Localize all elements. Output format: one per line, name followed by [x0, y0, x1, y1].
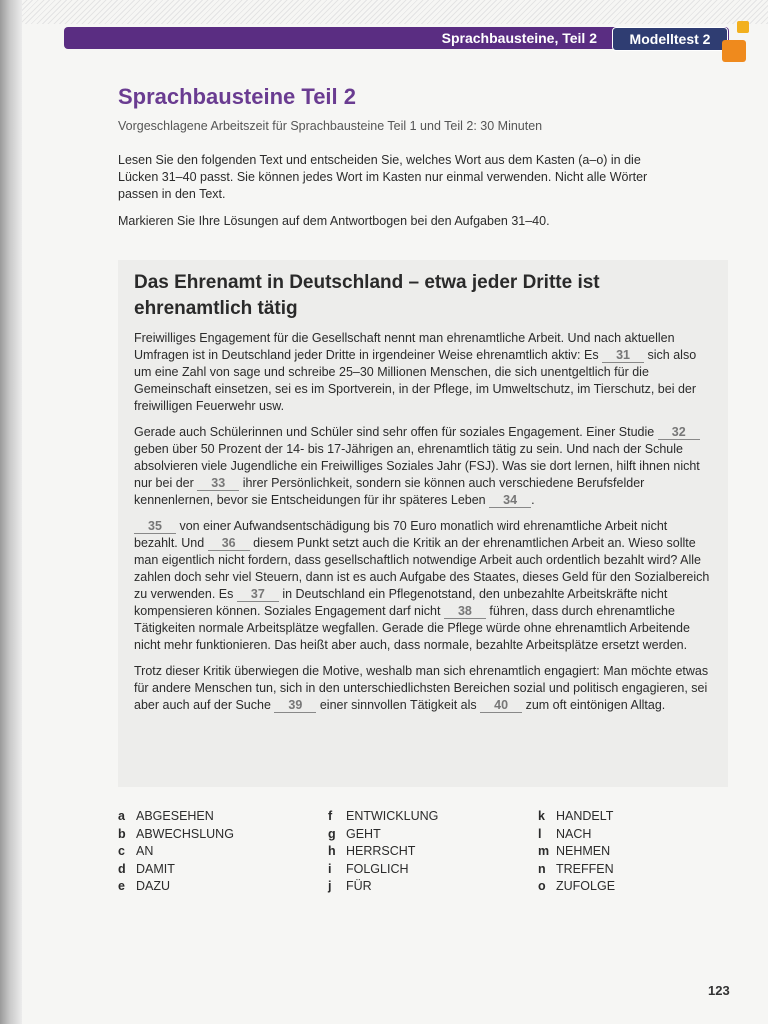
word-option-n [538, 861, 615, 879]
word-option-c [118, 843, 234, 861]
word-option-a [118, 808, 234, 826]
option-letter: a [118, 809, 125, 823]
word-option-l [538, 826, 615, 844]
instruction-1: Lesen Sie den folgenden Text und entscheiden Sie, welches Wort aus dem Kasten (a–o) in die Lücken 31–40 passt. Sie können jedes Wort im Kasten nur einmal verwenden. Nicht alle Wörter passen in den Text. [118, 153, 648, 201]
text-segment: Gerade auch Schülerinnen und Schüler sind sehr offen für soziales Engagement. Einer Studie [134, 425, 658, 439]
word-option-b [118, 826, 234, 844]
gap-36[interactable]: 36 [208, 536, 250, 551]
option-word: ENTWICKLUNG [346, 809, 439, 823]
option-letter: n [538, 861, 546, 876]
option-word: GEHT [346, 826, 381, 841]
option-word: ZUFOLGE [556, 879, 616, 893]
option-letter: e [118, 879, 125, 893]
text-segment: sich also um eine Zahl von sage und schreibe 25–30 Millionen Menschen, die sich unentgeltlich für die Gemeinschaft einsetzen, sei es im Sportverein, in der Pflege, im Umweltschutz, im Tierschutz, bei der freiwilligen Feuerwehr usw. [134, 348, 697, 413]
gap-34[interactable]: 34 [489, 493, 531, 508]
article-title: Das Ehrenamt in Deutschland – etwa jeder Dritte ist ehrenamtlich tätig [134, 272, 600, 319]
article-box [118, 260, 728, 787]
page-subtitle: Vorgeschlagene Arbeitszeit für Sprachbausteine Teil 1 und Teil 2: 30 Minuten [118, 119, 543, 133]
word-option-j [328, 878, 438, 896]
text-segment: . [531, 493, 535, 507]
text-segment: einer sinnvollen Tätigkeit als [316, 698, 481, 712]
word-option-i [328, 861, 438, 879]
text-segment: diesem Punkt setzt auch die Kritik an der ehrenamtlichen Arbeit an. Wieso sollte man eigentlich nicht fordern, dass gesellschaftlich notwendige Arbeit auch ordentlich bezahlt wird? Alle zahlen doch sehr viel Steuern, dann ist es auch Aufgabe des Staates, dieses Geld für den Sozialbereich zu verwenden. Es [134, 536, 710, 601]
option-word: ABGESEHEN [136, 809, 214, 823]
article-paragraph-1 [134, 330, 712, 415]
word-option-d [118, 861, 234, 879]
word-option-k [538, 808, 615, 826]
word-option-o [538, 878, 615, 896]
gap-40[interactable]: 40 [480, 698, 522, 713]
text-segment: geben über 50 Prozent der 14- bis 17-Jährigen an, ehrenamtlich tätig zu sein. Und nach der Schule absolvieren viele Jugendliche ein Freiwilliges Soziales Jahr (FSJ). Was sie dort lernen, hilft ihnen nicht nur bei der [134, 442, 700, 490]
test-tab-label: Modelltest 2 [612, 27, 728, 51]
gap-35[interactable]: 35 [134, 519, 176, 534]
option-letter: m [538, 844, 550, 858]
instruction-2: Markieren Sie Ihre Lösungen auf dem Antwortbogen bei den Aufgaben 31–40. [118, 214, 550, 228]
option-word: HANDELT [556, 809, 614, 823]
accent-square-yellow [737, 21, 749, 33]
option-letter: f [328, 809, 333, 823]
page-title: Sprachbausteine Teil 2 [118, 84, 357, 109]
text-segment: ihrer Persönlichkeit, sondern sie können auch verschiedene Berufsfelder kennenlernen, bevor sie Entscheidungen für ihr späteres Leben [134, 476, 645, 507]
section-label: Sprachbausteine, Teil 2 [441, 30, 597, 46]
option-word: HERRSCHT [346, 844, 416, 858]
option-word: TREFFEN [556, 861, 614, 876]
article-paragraph-3 [134, 518, 712, 654]
option-word: FOLGLICH [346, 861, 409, 876]
page-number: 123 [708, 983, 730, 998]
word-options-column-3 [538, 808, 615, 896]
option-letter: o [538, 879, 546, 893]
option-letter: l [538, 826, 542, 841]
option-letter: c [118, 844, 125, 858]
word-option-g [328, 826, 438, 844]
option-word: FÜR [346, 879, 372, 893]
word-option-e [118, 878, 234, 896]
text-segment: Trotz dieser Kritik überwiegen die Motive, weshalb man sich ehrenamtlich engagiert: Man möchte etwas für andere Menschen tun, sich in den unterschiedlichsten Bereichen sozial und politisch engagieren, sei aber auch auf der Suche [134, 664, 709, 712]
book-spine-shadow [0, 0, 22, 1024]
accent-square-orange [722, 40, 746, 62]
option-word: NEHMEN [556, 844, 611, 858]
option-word: AN [136, 844, 154, 858]
gap-31[interactable]: 31 [602, 348, 644, 363]
option-word: DAMIT [136, 861, 175, 876]
option-letter: j [328, 879, 332, 893]
header-hatch-pattern [22, 0, 768, 24]
option-letter: g [328, 826, 336, 841]
text-segment: zum oft eintönigen Alltag. [522, 698, 666, 712]
word-options-column-2 [328, 808, 438, 896]
gap-33[interactable]: 33 [197, 476, 239, 491]
option-word: NACH [556, 826, 592, 841]
text-segment: führen, dass durch ehrenamtliche Tätigkeiten normale Arbeitsplätze wegfallen. Gerade die Pflege würde ohne ehrenamtlich Arbeitende nicht mehr funktionieren. Das heißt aber auch, dass normale, bezahlte Arbeitsplätze ersetzt werden. [134, 604, 690, 652]
gap-32[interactable]: 32 [658, 425, 700, 440]
article-paragraph-4 [134, 663, 712, 714]
text-segment: von einer Aufwandsentschädigung bis 70 Euro monatlich wird ehrenamtliche Arbeit nicht bezahlt. Und [134, 519, 668, 550]
word-option-m [538, 843, 615, 861]
gap-37[interactable]: 37 [237, 587, 279, 602]
option-letter: b [118, 826, 126, 841]
option-letter: h [328, 844, 336, 858]
gap-38[interactable]: 38 [444, 604, 486, 619]
option-letter: k [538, 809, 545, 823]
option-word: ABWECHSLUNG [136, 826, 234, 841]
option-letter: d [118, 861, 126, 876]
word-option-h [328, 843, 438, 861]
word-option-f [328, 808, 438, 826]
text-segment: in Deutschland ein Pflegenotstand, den unbezahlte Arbeitskräfte nicht kompensieren können. Soziales Engagement darf nicht [134, 587, 668, 618]
gap-39[interactable]: 39 [274, 698, 316, 713]
word-options-column-1 [118, 808, 234, 896]
article-paragraph-2 [134, 424, 712, 509]
text-segment: Freiwilliges Engagement für die Gesellschaft nennt man ehrenamtliche Arbeit. Und nach aktuellen Umfragen ist in Deutschland jeder Dritte in irgendeiner Weise ehrenamtlich aktiv: Es [134, 331, 675, 362]
option-word: DAZU [136, 879, 171, 893]
option-letter: i [328, 861, 332, 876]
